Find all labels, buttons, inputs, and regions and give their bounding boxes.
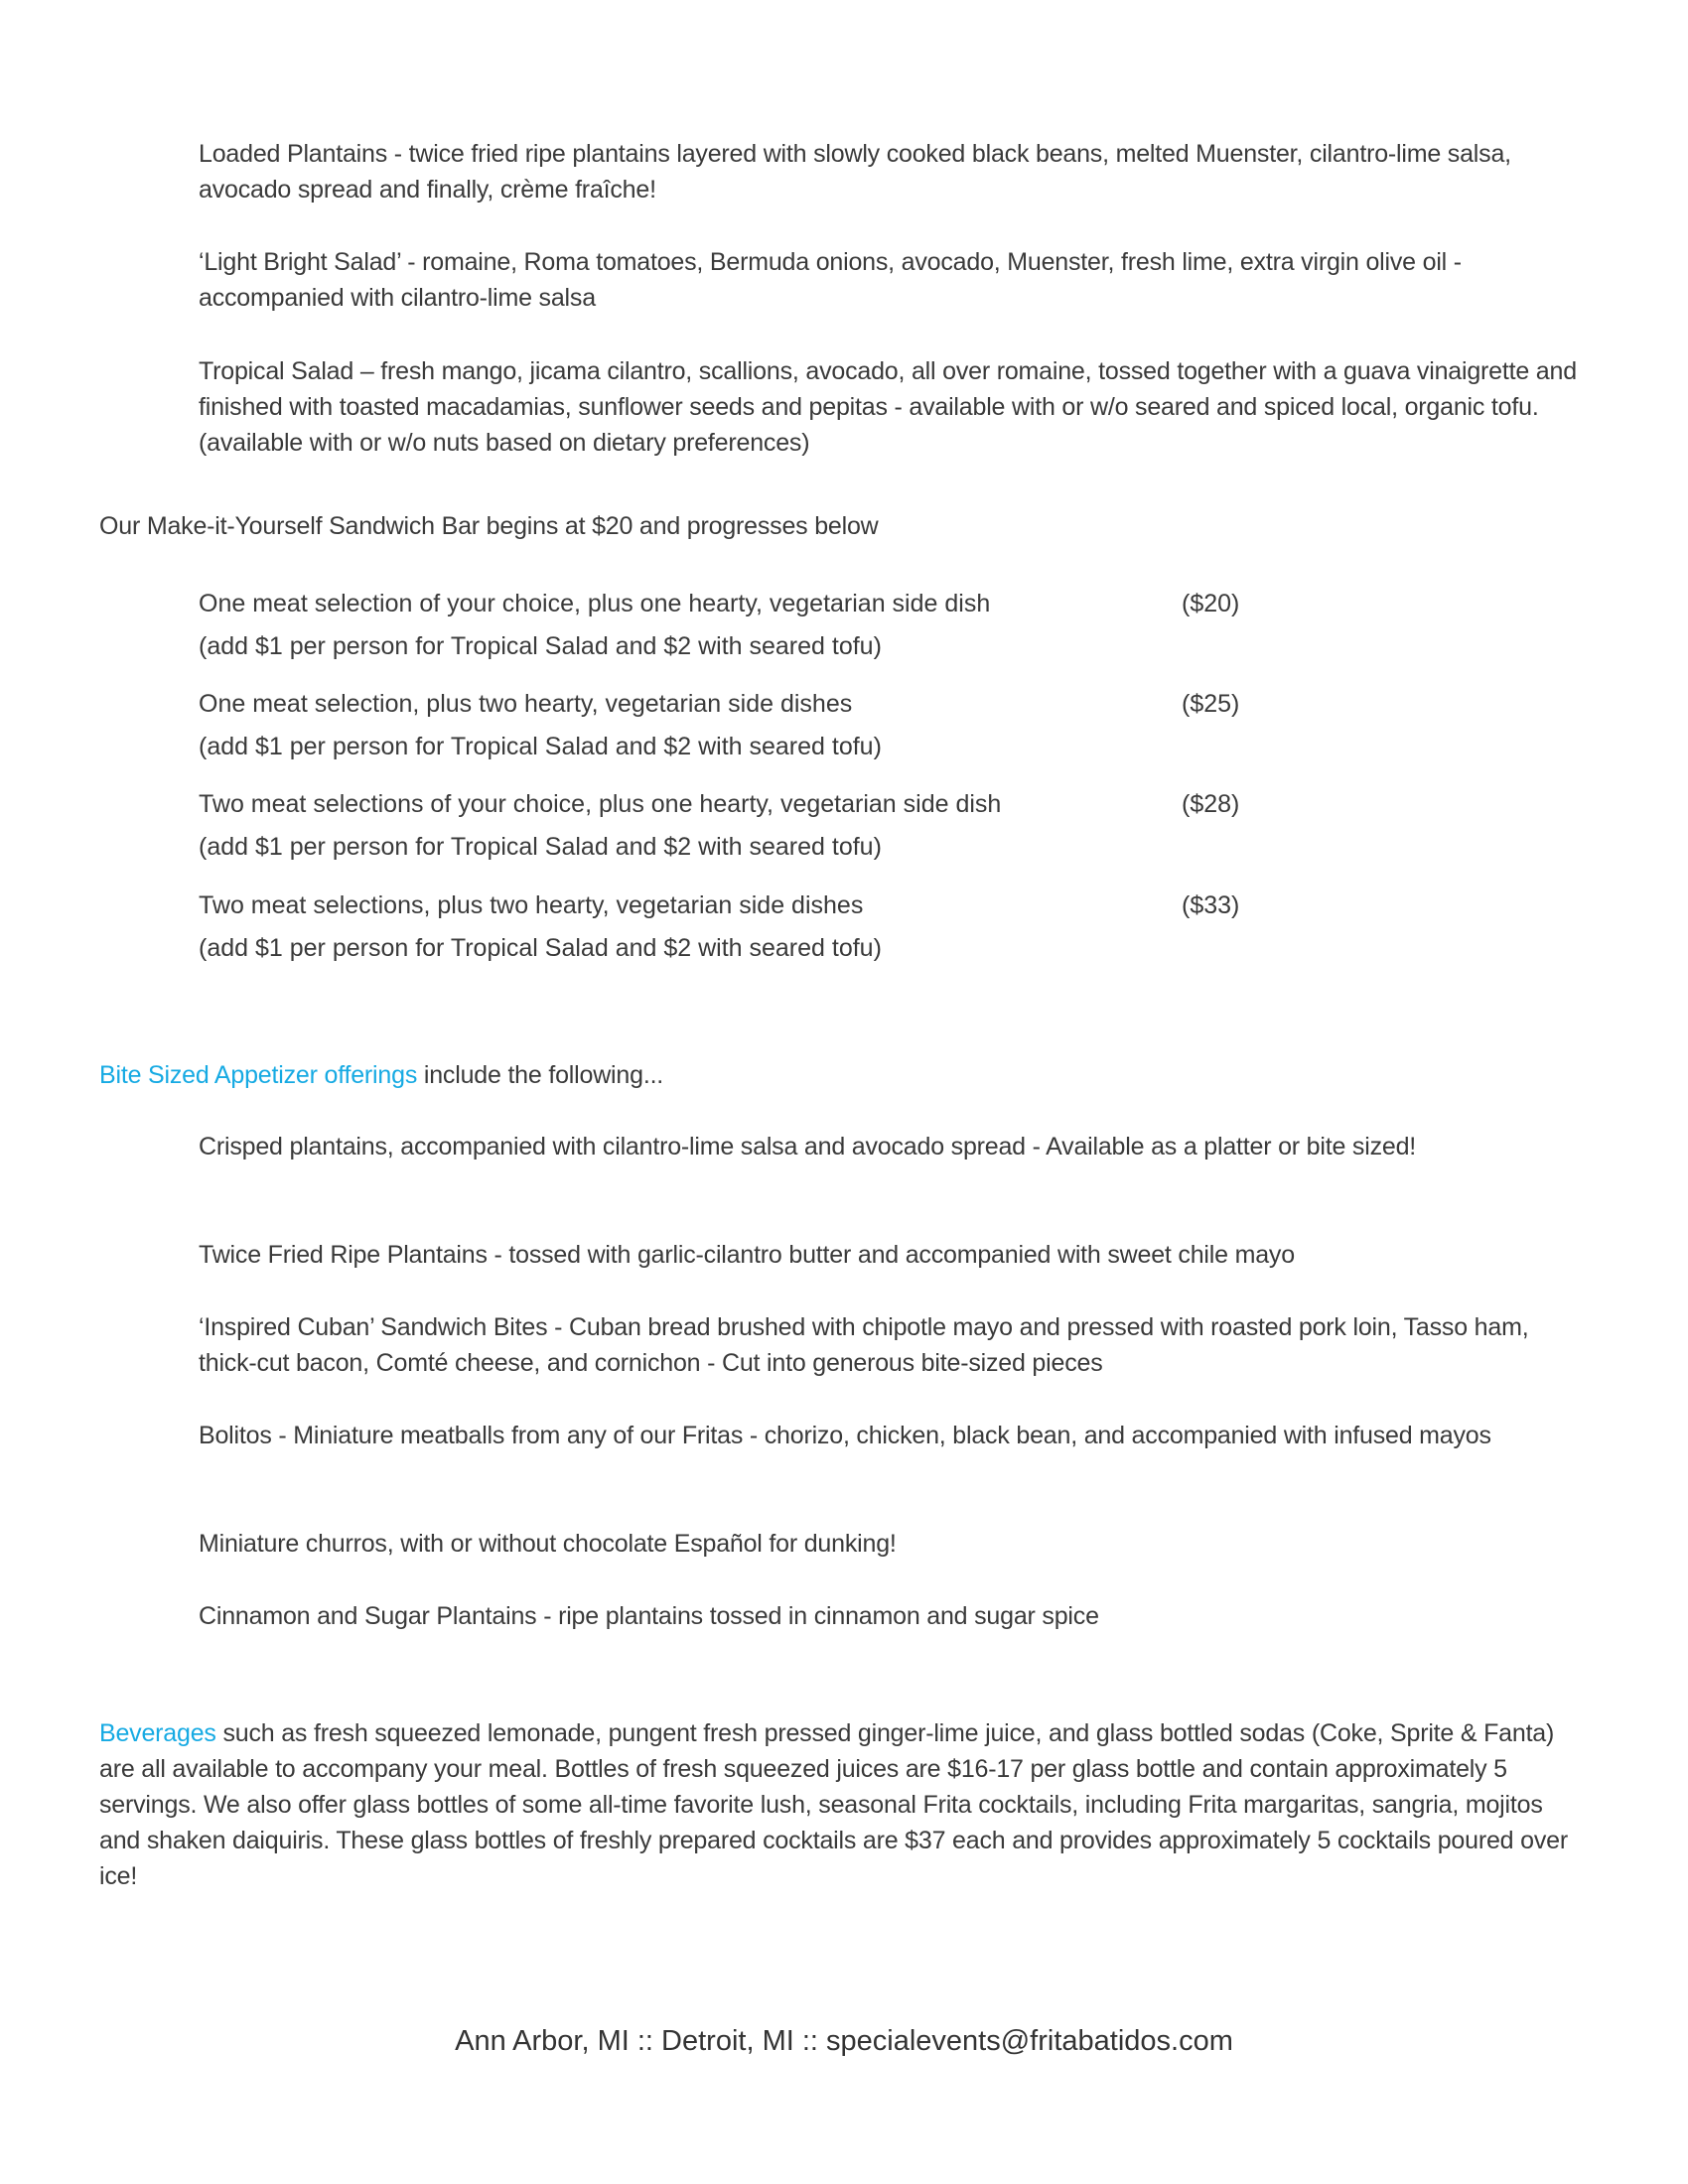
tier-price: ($28) <box>1182 790 1240 818</box>
sandwich-tier <box>199 683 1251 768</box>
footer-contact: Ann Arbor, MI :: Detroit, MI :: specialevents@fritabatidos.com <box>455 2025 1233 2057</box>
sandwich-tier <box>199 885 1251 970</box>
tier-note: (add $1 per person for Tropical Salad and $2 with seared tofu) <box>199 632 882 660</box>
beverages-body: such as fresh squeezed lemonade, pungent fresh pressed ginger-lime juice, and glass bottled sodas (Coke, Sprite & Fanta) are all available to accompany your meal. Bottles of fresh squeezed juices are $16-17 per glass bottle and contain approximately 5 servings. We also offer glass bottles of some all-time favorite lush, seasonal Frita cocktails, including Frita margaritas, sangria, mojitos and shaken daiquiris. These glass bottles of freshly prepared cocktails are $37 each and provides approximately 5 cocktails poured over ice! <box>99 1719 1568 1890</box>
appetizers-heading <box>99 1057 1589 1093</box>
tier-note: (add $1 per person for Tropical Salad and $2 with seared tofu) <box>199 833 882 861</box>
appetizer-item: ‘Inspired Cuban’ Sandwich Bites - Cuban bread brushed with chipotle mayo and pressed with roasted pork loin, Tasso ham, thick-cut bacon, Comté cheese, and cornichon - Cut into generous bite-sized pieces <box>199 1313 1529 1377</box>
tier-description: One meat selection, plus two hearty, vegetarian side dishes <box>199 690 853 718</box>
sandwich-bar-intro: Our Make-it-Yourself Sandwich Bar begins at $20 and progresses below <box>99 512 879 540</box>
sandwich-tier <box>199 583 1251 668</box>
sandwich-tier <box>199 783 1251 869</box>
menu-item-tropical-salad: Tropical Salad – fresh mango, jicama cilantro, scallions, avocado, all over romaine, tossed together with a guava vinaigrette and finished with toasted macadamias, sunflower seeds and pepitas - available with or w/o seared and spiced local, organic tofu. (available with or w/o nuts based on dietary preferences) <box>199 357 1577 457</box>
appetizer-item: Crisped plantains, accompanied with cilantro-lime salsa and avocado spread - Available as a platter or bite sized! <box>199 1133 1417 1160</box>
appetizers-heading-accent: Bite Sized Appetizer offerings <box>99 1061 418 1089</box>
tier-price: ($20) <box>1182 590 1240 617</box>
tier-description: Two meat selections of your choice, plus one hearty, vegetarian side dish <box>199 790 1002 818</box>
tier-description: Two meat selections, plus two hearty, vegetarian side dishes <box>199 891 864 919</box>
appetizer-item: Twice Fried Ripe Plantains - tossed with garlic-cilantro butter and accompanied with sweet chile mayo <box>199 1241 1295 1269</box>
appetizer-item: Miniature churros, with or without chocolate Español for dunking! <box>199 1530 897 1558</box>
tier-price: ($33) <box>1182 891 1240 919</box>
appetizer-item: Cinnamon and Sugar Plantains - ripe plantains tossed in cinnamon and sugar spice <box>199 1602 1099 1630</box>
tier-note: (add $1 per person for Tropical Salad and $2 with seared tofu) <box>199 733 882 760</box>
appetizers-heading-suffix: include the following... <box>417 1061 664 1089</box>
tier-description: One meat selection of your choice, plus one hearty, vegetarian side dish <box>199 590 991 617</box>
menu-item-light-bright-salad: ‘Light Bright Salad’ - romaine, Roma tomatoes, Bermuda onions, avocado, Muenster, fresh lime, extra virgin olive oil - accompanied with cilantro-lime salsa <box>199 248 1462 312</box>
menu-item-loaded-plantains: Loaded Plantains - twice fried ripe plantains layered with slowly cooked black beans, melted Muenster, cilantro-lime salsa, avocado spread and finally, crème fraîche! <box>199 140 1511 204</box>
tier-price: ($25) <box>1182 690 1240 718</box>
beverages-paragraph <box>99 1715 1589 1894</box>
appetizer-item: Bolitos - Miniature meatballs from any of our Fritas - chorizo, chicken, black bean, and accompanied with infused mayos <box>199 1422 1491 1449</box>
beverages-heading: Beverages <box>99 1719 216 1747</box>
tier-note: (add $1 per person for Tropical Salad and $2 with seared tofu) <box>199 934 882 962</box>
